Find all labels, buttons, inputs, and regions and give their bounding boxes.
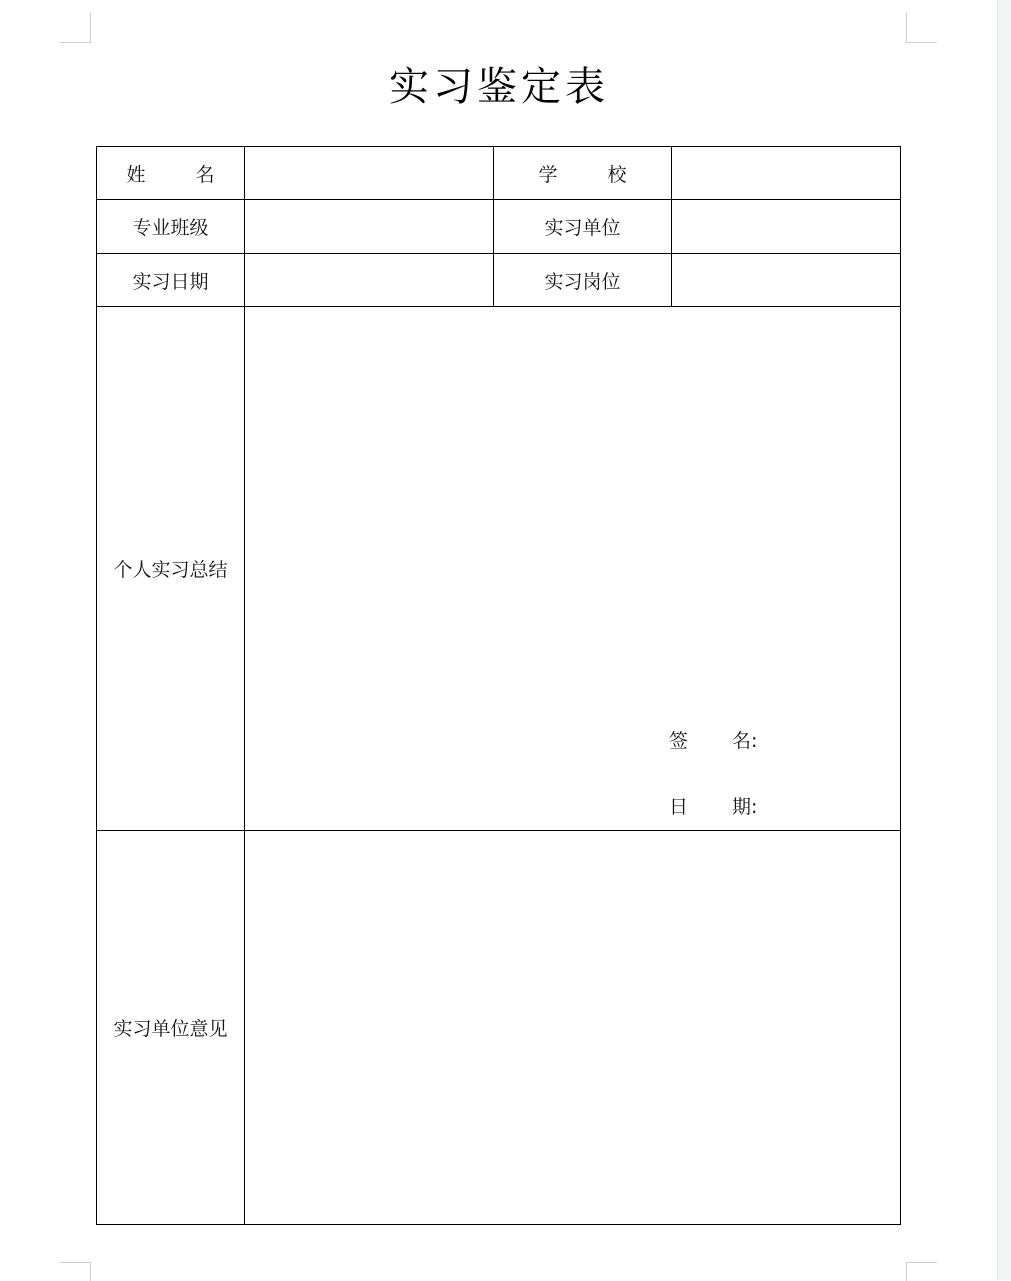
- internship-date-label-cell: [97, 254, 245, 307]
- opinion-label: 实习单位意见: [113, 1018, 228, 1040]
- internship-date-label: 实习日期: [132, 270, 209, 293]
- internship-unit-label-cell: [494, 200, 672, 254]
- internship-unit-label: 实习单位: [544, 217, 621, 239]
- page-corner-mark-top-right: [906, 12, 937, 43]
- major-class-label: 专业班级: [132, 217, 209, 239]
- summary-field[interactable]: [245, 307, 901, 831]
- table-row: [97, 200, 901, 254]
- major-class-label-cell: [97, 200, 245, 254]
- signature-label: 签 名:: [669, 730, 758, 752]
- page-corner-mark-bottom-right: [906, 1262, 937, 1281]
- school-label: 学 校: [538, 163, 627, 186]
- page-corner-mark-top-left: [60, 12, 91, 43]
- sign-date-label: 日 期:: [669, 796, 758, 818]
- name-field[interactable]: [245, 147, 494, 200]
- internship-post-label: 实习岗位: [544, 270, 621, 293]
- scrollbar-track[interactable]: [997, 0, 1011, 1280]
- table-row: [97, 307, 901, 831]
- school-label-cell: [494, 147, 672, 200]
- opinion-label-cell: [97, 831, 245, 1225]
- summary-label-cell: [97, 307, 245, 831]
- page-corner-mark-bottom-left: [60, 1262, 91, 1281]
- table-row: [97, 254, 901, 307]
- sign-date-line: [669, 792, 757, 819]
- internship-post-label-cell: [494, 254, 672, 307]
- name-label: 姓 名: [126, 163, 215, 186]
- table-row: [97, 147, 901, 200]
- appraisal-form-table: [96, 146, 901, 1225]
- school-field[interactable]: [672, 147, 901, 200]
- major-class-field[interactable]: [245, 200, 494, 254]
- page-title: 实习鉴定表: [389, 64, 609, 110]
- internship-date-field[interactable]: [245, 254, 494, 307]
- table-row: [97, 831, 901, 1225]
- internship-unit-field[interactable]: [672, 200, 901, 254]
- summary-label: 个人实习总结: [113, 559, 228, 581]
- opinion-field[interactable]: [245, 831, 901, 1225]
- signature-line: [669, 726, 757, 753]
- name-label-cell: [97, 147, 245, 200]
- internship-post-field[interactable]: [672, 254, 901, 307]
